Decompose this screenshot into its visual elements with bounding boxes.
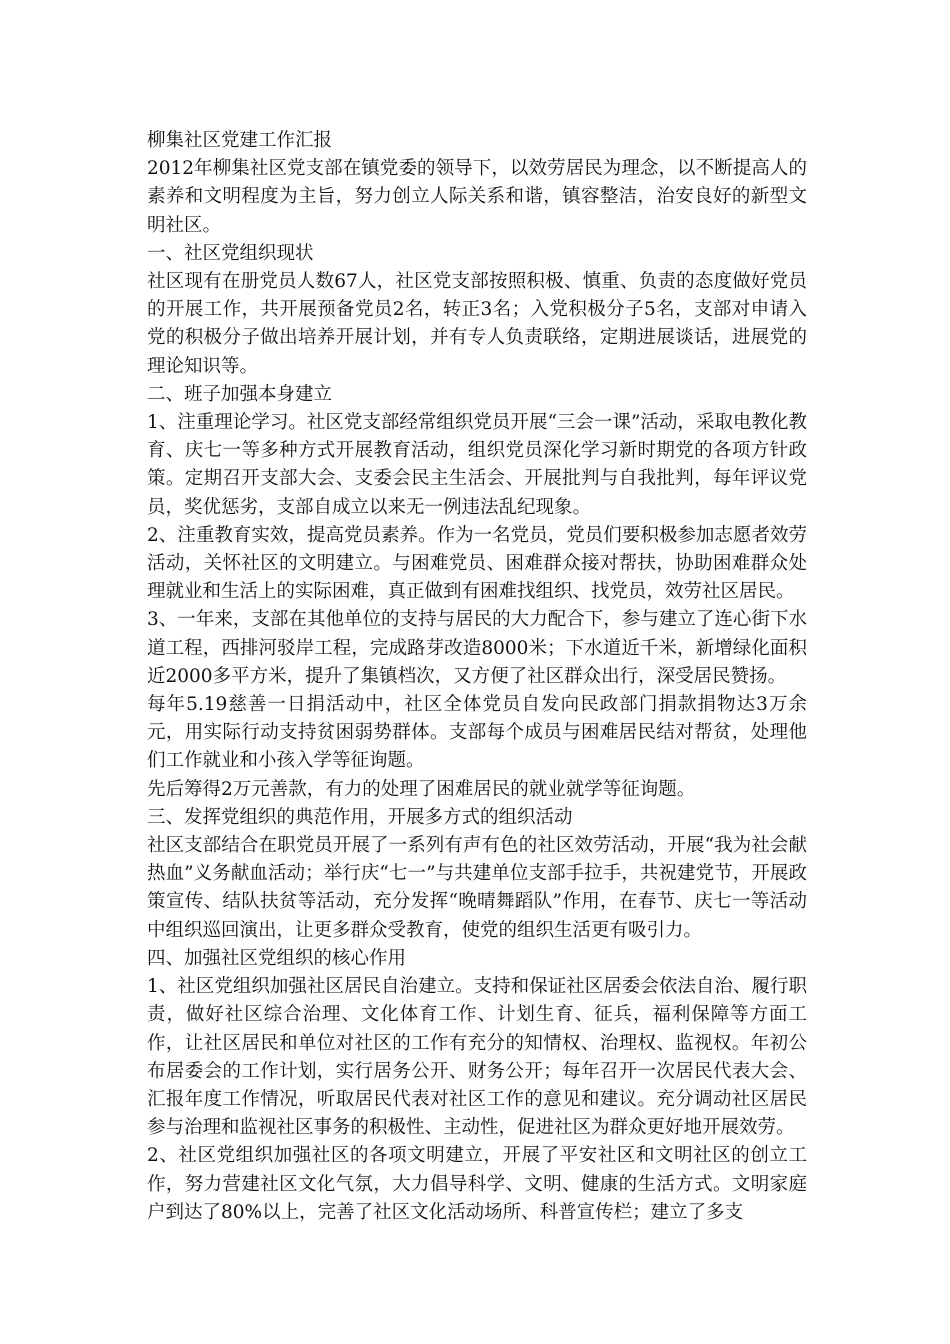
section-2-paragraph-2: 2、注重教育实效，提高党员素养。作为一名党员，党员们要积极参加志愿者效劳活动，关怀社区的文明建立。与困难党员、困难群众接对帮扶，协助困难群众处理就业和生活上的实际困难，真正做到有困难找组织、找党员，效劳社区居民。 <box>147 524 807 603</box>
section-2-paragraph-4: 每年5.19慈善一日捐活动中，社区全体党员自发向民政部门捐款捐物达3万余元，用实际行动支持贫困弱势群体。支部每个成员与困难居民结对帮贫，处理他们工作就业和小孩入学等征询题。 <box>147 694 807 772</box>
section-4-paragraph-2: 2、社区党组织加强社区的各项文明建立，开展了平安社区和文明社区的创立工作，努力营建社区文化气氛，大力倡导科学、文明、健康的生活方式。文明家庭户到达了80%以上，完善了社区文化活动场所、科普宣传栏；建立了多支 <box>147 1145 807 1223</box>
section-2-paragraph-1: 1、注重理论学习。社区党支部经常组织党员开展“三会一课”活动，采取电教化教育、庆七一等多种方式开展教育活动，组织党员深化学习新时期党的各项方针政策。定期召开支部大会、支委会民主生活会、开展批判与自我批判，每年评议党员，奖优惩劣，支部自成立以来无一例违法乱纪现象。 <box>147 412 807 518</box>
section-heading-1: 一、社区党组织现状 <box>147 242 314 264</box>
section-heading-4: 四、加强社区党组织的核心作用 <box>147 947 407 969</box>
section-1-paragraph-1: 社区现有在册党员人数67人，社区党支部按照积极、慎重、负责的态度做好党员的开展工作，共开展预备党员2名，转正3名；入党积极分子5名，支部对申请入党的积极分子做出培养开展计划，并有专人负责联络，定期进展谈话，进展党的理论知识等。 <box>147 271 807 377</box>
section-3-paragraph-1: 社区支部结合在职党员开展了一系列有声有色的社区效劳活动，开展“我为社会献热血”义务献血活动；举行庆“七一”与共建单位支部手拉手，共祝建党节，开展政策宣传、结队扶贫等活动，充分发挥“晚晴舞蹈队”作用，在春节、庆七一等活动中组织巡回演出，让更多群众受教育，使党的组织生活更有吸引力。 <box>147 835 807 941</box>
intro-paragraph: 2012年柳集社区党支部在镇党委的领导下，以效劳居民为理念，以不断提高人的素养和文明程度为主旨，努力创立人际关系和谐，镇容整洁，治安良好的新型文明社区。 <box>147 158 807 236</box>
section-heading-2: 二、班子加强本身建立 <box>147 383 333 405</box>
section-2-paragraph-5: 先后筹得2万元善款，有力的处理了困难居民的就业就学等征询题。 <box>147 778 696 800</box>
document-title: 柳集社区党建工作汇报 <box>147 130 333 151</box>
section-2-paragraph-3: 3、一年来，支部在其他单位的支持与居民的大力配合下，参与建立了连心街下水道工程，西排河驳岸工程，完成路芽改造8000米；下水道近千米，新增绿化面积近2000多平方米，提升了集镇档次，又方便了社区群众出行，深受居民赞扬。 <box>147 609 807 687</box>
document-page <box>147 127 807 1227</box>
section-4-paragraph-1: 1、社区党组织加强社区居民自治建立。支持和保证社区居委会依法自治、履行职责，做好社区综合治理、文化体育工作、计划生育、征兵，福利保障等方面工作，让社区居民和单位对社区的工作有充分的知情权、治理权、监视权。年初公布居委会的工作计划，实行居务公开、财务公开；每年召开一次居民代表大会、汇报年度工作情况，听取居民代表对社区工作的意见和建议。充分调动社区居民参与治理和监视社区事务的积极性、主动性，促进社区为群众更好地开展效劳。 <box>147 976 807 1139</box>
section-heading-3: 三、发挥党组织的典范作用，开展多方式的组织活动 <box>147 806 573 828</box>
